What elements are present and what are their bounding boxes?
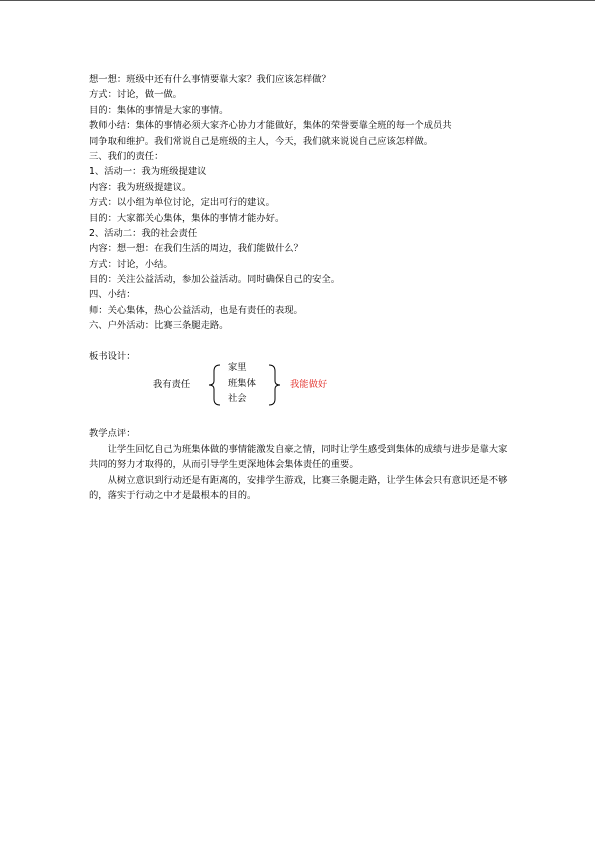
comment-paragraph: 从树立意识到行动还是有距离的，安排学生游戏，比赛三条腿走路，让学生体会只有意识还是不够的，落实于行动之中才是最根本的目的。 <box>89 474 508 502</box>
section-heading: 六、户外活动：比赛三条腿走路。 <box>89 320 229 332</box>
document-page <box>89 72 509 503</box>
text-line: 方式：讨论，小结。 <box>89 258 173 270</box>
text-line: 目的：大家都关心集体，集体的事情才能办好。 <box>89 212 285 224</box>
section-heading: 四、小结： <box>89 289 136 301</box>
lesson-body <box>89 72 509 334</box>
comment-paragraph: 让学生回忆自己为班集体做的事情能激发自豪之情，同时让学生感受到集体的成绩与进步是靠大家共同的努力才取得的，从而引导学生更深地体会集体责任的重要。 <box>89 443 508 471</box>
text-line: 方式：讨论，做一做。 <box>89 89 182 101</box>
text-line: 教师小结：集体的事情必须大家齐心协力才能做好，集体的荣誉要靠全班的每一个成员共 <box>89 120 452 132</box>
comment-heading: 教学点评： <box>89 428 136 440</box>
left-brace-icon <box>208 364 222 406</box>
right-brace-icon <box>267 364 281 406</box>
board-right-label: 我能做好 <box>290 379 328 391</box>
text-line: 师：关心集体，热心公益活动，也是有责任的表现。 <box>89 304 303 316</box>
board-left-label: 我有责任 <box>153 379 191 391</box>
text-line: 目的：关注公益活动，参加公益活动。同时确保自己的安全。 <box>89 274 341 286</box>
board-design-heading: 板书设计： <box>89 351 136 363</box>
board-item: 社会 <box>228 393 247 405</box>
text-line: 想一想：班级中还有什么事情要靠大家？我们应该怎样做？ <box>89 74 331 85</box>
board-item: 家里 <box>228 362 247 374</box>
activity-heading: 1、活动一：我为班级提建议 <box>89 166 207 178</box>
page-top-border <box>0 0 595 1</box>
text-line: 目的：集体的事情是大家的事情。 <box>89 104 229 116</box>
board-design-diagram <box>89 364 509 426</box>
text-line: 内容：我为班级提建议。 <box>89 181 192 193</box>
section-heading: 三、我们的责任： <box>89 150 164 162</box>
board-item: 班集体 <box>228 377 256 389</box>
text-line: 方式：以小组为单位讨论，定出可行的建议。 <box>89 197 275 209</box>
board-items-list <box>228 360 256 407</box>
activity-heading: 2、活动二：我的社会责任 <box>89 227 198 239</box>
text-line: 内容：想一想：在我们生活的周边，我们能做什么？ <box>89 243 303 255</box>
text-line: 同争取和维护。我们常说自己是班级的主人，今天，我们就来说说自己应该怎样做。 <box>89 135 433 147</box>
